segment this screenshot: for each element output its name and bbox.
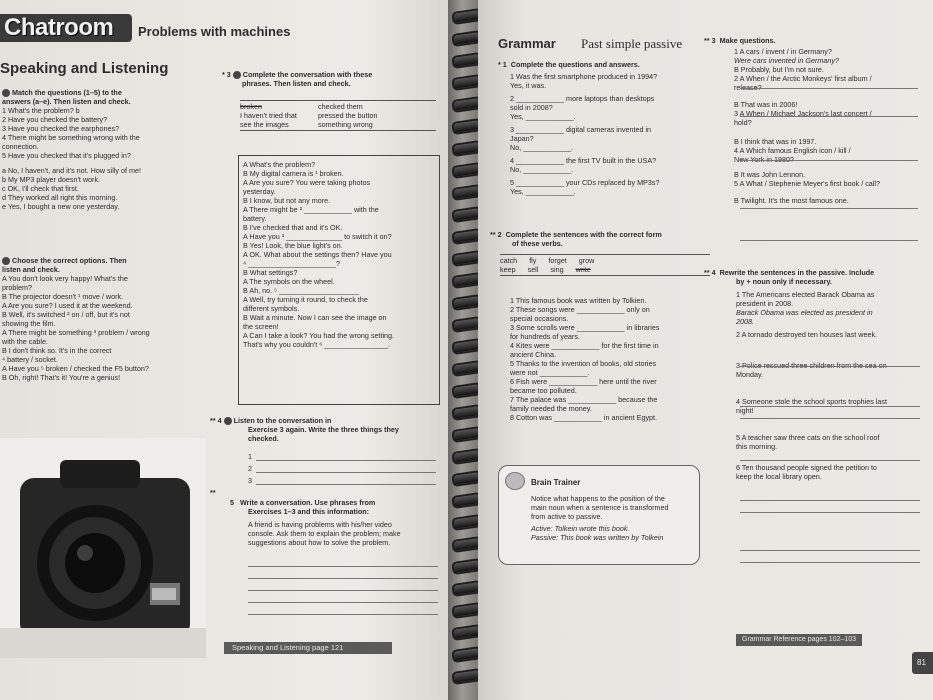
exercise-5-number: 5 bbox=[230, 498, 234, 507]
brain-trainer-passive-example: Passive: This book was written by Tolkein bbox=[531, 533, 664, 542]
dialogue-line: A There might be something ³ problem / wrong bbox=[2, 328, 150, 338]
dialogue-line: 3 A When / Michael Jackson's last concert / bbox=[734, 109, 872, 118]
brain-trainer-title: Brain Trainer bbox=[531, 478, 581, 487]
exercise-4-stars: ** 4 bbox=[210, 416, 222, 425]
dialogue-line: showing the film. bbox=[2, 319, 56, 329]
exercise-1-header-text: Match the questions (1–5) to the bbox=[12, 88, 122, 97]
question-line: Yes, it was. bbox=[510, 81, 547, 90]
grammar-exercise-1-header-text: Complete the questions and answers. bbox=[510, 60, 640, 69]
dialogue-line: yesterday. bbox=[243, 187, 276, 196]
audio-icon bbox=[2, 257, 10, 265]
exercise-1 bbox=[2, 88, 212, 211]
exercise-3-stars: * 3 bbox=[222, 70, 231, 79]
verb: fly bbox=[529, 256, 537, 265]
answer-line[interactable] bbox=[248, 566, 438, 567]
exercise-1-question: 1 What's the problem? b bbox=[2, 106, 80, 116]
verb-box bbox=[500, 254, 710, 276]
exercise-4-header-text: Listen to the conversation in bbox=[233, 416, 332, 425]
dialogue-line: different symbols. bbox=[243, 304, 300, 313]
answer-line[interactable] bbox=[740, 88, 918, 89]
dialogue-line: Were cars invented in Germany? bbox=[734, 56, 839, 65]
dialogue-line: B Wait a minute. Now I can see the image on bbox=[243, 313, 387, 322]
exercise-4-header-line3: checked. bbox=[248, 434, 279, 444]
question-line: 4 ____________ the first TV built in the USA? bbox=[510, 156, 657, 165]
answer-line[interactable] bbox=[740, 160, 918, 161]
exercise-3 bbox=[222, 70, 442, 88]
exercise-3-header-text: Complete the conversation with these bbox=[242, 70, 373, 79]
exercise-3-header-line2: phrases. Then listen and check. bbox=[242, 79, 351, 89]
dialogue-line: 5 A What / Stephenie Meyer's first book / call? bbox=[734, 179, 880, 188]
exercise-5-header bbox=[230, 498, 444, 507]
exercise-1-answer: a No, I haven't, and it's not. How silly of me! bbox=[2, 166, 141, 176]
grammar-subtitle: Past simple passive bbox=[581, 36, 683, 51]
answer-line[interactable] bbox=[256, 472, 436, 473]
exercise-5-header-text: Write a conversation. Use phrases from bbox=[240, 498, 376, 507]
dialogue-line: B I've checked that and it's OK. bbox=[243, 223, 343, 232]
phrase: something wrong bbox=[318, 120, 373, 129]
dialogue-box bbox=[238, 155, 440, 405]
dialogue-line: battery. bbox=[243, 214, 267, 223]
answer-line[interactable] bbox=[256, 460, 436, 461]
dialogue-line: B Yes! Look, the blue light's on. bbox=[243, 241, 343, 250]
grammar-exercise-2 bbox=[490, 230, 714, 248]
dialogue-line: A Well, try turning it round, to check the bbox=[243, 295, 368, 304]
answer-line[interactable] bbox=[740, 550, 920, 551]
exercise-2-header-line2: listen and check. bbox=[2, 265, 60, 275]
answer-line[interactable] bbox=[740, 208, 918, 209]
verb: sell bbox=[527, 265, 539, 274]
sentence-line: 5 A teacher saw three cats on the school roof bbox=[736, 433, 880, 442]
exercise-1-header bbox=[2, 88, 212, 97]
phrase-box bbox=[240, 100, 436, 131]
answer-line[interactable] bbox=[740, 366, 920, 367]
sentence-line: 1 The Americans elected Barack Obama as bbox=[736, 290, 875, 299]
exercise-1-question: 4 There might be something wrong with the bbox=[2, 133, 140, 143]
left-page bbox=[0, 0, 452, 700]
dialogue-line: B Oh, right! That's it! You're a genius! bbox=[2, 373, 121, 383]
dialogue-line: B Well, it's switched ² on / off, but it's not bbox=[2, 310, 130, 320]
answer-line[interactable] bbox=[740, 500, 920, 501]
sentence-line: 6 Fish were ____________ here until the river bbox=[510, 377, 657, 386]
answer-line[interactable] bbox=[248, 578, 438, 579]
sentence-line: ancient China. bbox=[510, 350, 556, 359]
question-line: 1 Was the first smartphone produced in 1994? bbox=[510, 72, 658, 81]
dialogue-line: A The symbols on the wheel. bbox=[243, 277, 335, 286]
dialogue-line: ⁴ ______________________? bbox=[243, 259, 341, 268]
answer-line[interactable] bbox=[740, 406, 920, 407]
verb: keep bbox=[500, 265, 516, 274]
dialogue-line: 1 A cars / invent / in Germany? bbox=[734, 47, 832, 56]
exercise-4-header bbox=[210, 416, 446, 425]
sentence-line: 7 The palace was ____________ because the bbox=[510, 395, 658, 404]
grammar-exercise-4-header-line2: by + noun only if necessary. bbox=[736, 277, 832, 286]
brain-trainer-line: Notice what happens to the position of the bbox=[531, 494, 665, 503]
dialogue-content bbox=[239, 156, 439, 353]
grammar-exercise-2-header-text: Complete the sentences with the correct form bbox=[505, 230, 662, 239]
dialogue-line: B The projector doesn't ¹ move / work. bbox=[2, 292, 124, 302]
dialogue-line: New York in 1980? bbox=[734, 155, 794, 164]
answer-number: 1 bbox=[248, 452, 252, 461]
grammar-exercise-3 bbox=[704, 36, 926, 205]
audio-icon bbox=[2, 89, 10, 97]
grammar-exercise-1-items bbox=[498, 69, 718, 196]
dialogue-line: A Can I take a look? You had the wrong setting. bbox=[243, 331, 395, 340]
sentence-line: this morning. bbox=[736, 442, 778, 451]
dialogue-line: A Are you sure? I used it at the weekend. bbox=[2, 301, 133, 311]
verb-row bbox=[500, 256, 710, 265]
footer-reference: Speaking and Listening page 121 bbox=[224, 642, 392, 654]
sentence-line: 5 Thanks to the invention of books, old stories bbox=[510, 359, 657, 368]
dialogue-line: That's why you couldn't ⁶ ________________. bbox=[243, 340, 391, 349]
sentence-line: president in 2008. bbox=[736, 299, 794, 308]
sentence-line: became too polluted. bbox=[510, 386, 577, 395]
exercise-2-header bbox=[2, 256, 212, 265]
sentence-line: 4 Kites were ____________ for the first time in bbox=[510, 341, 659, 350]
answer-line[interactable] bbox=[248, 614, 438, 615]
grammar-exercise-4 bbox=[704, 268, 928, 481]
dialogue-line: with the cable. bbox=[2, 337, 48, 347]
grammar-exercise-3-header-text: Make questions. bbox=[719, 36, 776, 45]
sentence-line: 2008. bbox=[736, 317, 754, 326]
answer-line[interactable] bbox=[740, 240, 918, 241]
exercise-5-body: suggestions about how to solve the problem. bbox=[248, 538, 391, 547]
dialogue-line: A OK. What about the settings then? Have you bbox=[243, 250, 392, 259]
exercise-4-header-line2: Exercise 3 again. Write the three things they bbox=[248, 425, 399, 435]
phrase: I haven't tried that bbox=[240, 111, 297, 120]
dialogue-line: 4 A Which famous English icon / kill / bbox=[734, 146, 851, 155]
phrase: see the images bbox=[240, 120, 289, 129]
grammar-exercise-2-header-line2: of these verbs. bbox=[512, 239, 563, 248]
phrase: broken bbox=[240, 102, 262, 111]
grammar-exercise-1-header bbox=[498, 60, 718, 69]
verb: sing bbox=[550, 265, 564, 274]
sentence-line: 2 A tornado destroyed ten houses last week. bbox=[736, 330, 878, 339]
chatroom-logo: Chatroom bbox=[0, 14, 132, 42]
answer-line[interactable] bbox=[740, 562, 920, 563]
dialogue-line: ⁴ battery / socket. bbox=[2, 355, 58, 365]
dialogue-line: A Have you ³ ______________ to switch it on? bbox=[243, 232, 392, 241]
brain-trainer-body bbox=[531, 494, 668, 542]
question-line: 2 ____________ more laptops than desktops bbox=[510, 94, 655, 103]
grammar-exercise-4-items bbox=[704, 286, 928, 481]
brain-trainer-line: main noun when a sentence is transformed bbox=[531, 503, 669, 512]
verb: forget bbox=[548, 256, 567, 265]
exercise-1-question: connection. bbox=[2, 142, 39, 152]
dialogue-line: A Have you ⁵ broken / checked the F5 button? bbox=[2, 364, 149, 374]
dialogue-line: B It was John Lennon. bbox=[734, 170, 806, 179]
question-line: No, ____________. bbox=[510, 143, 574, 152]
grammar-exercise-4-stars: ** 4 bbox=[704, 268, 716, 277]
phrase-row bbox=[240, 102, 436, 111]
sentence-line: night! bbox=[736, 406, 754, 415]
exercise-1-question: 5 Have you checked that it's plugged in? bbox=[2, 151, 131, 161]
sentence-line: 3 Some scrolls were ____________ in libraries bbox=[510, 323, 660, 332]
dialogue-line: A What's the problem? bbox=[243, 160, 316, 169]
camera-illustration bbox=[0, 438, 206, 658]
dialogue-line: B I don't think so. It's in the correct bbox=[2, 346, 112, 356]
answer-line[interactable] bbox=[740, 418, 920, 419]
answer-line[interactable] bbox=[256, 484, 436, 485]
answer-number: 2 bbox=[248, 464, 252, 473]
brain-trainer-line: from active to passive. bbox=[531, 512, 603, 521]
question-line: sold in 2008? bbox=[510, 103, 553, 112]
page-number: 81 bbox=[912, 652, 933, 674]
dialogue-line: release? bbox=[734, 83, 762, 92]
grammar-exercise-2-header bbox=[490, 230, 714, 239]
answer-line[interactable] bbox=[740, 512, 920, 513]
verb: write bbox=[575, 265, 591, 274]
question-line: Yes, ____________. bbox=[510, 112, 576, 121]
exercise-2-header-text: Choose the correct options. Then bbox=[12, 256, 127, 265]
exercise-1-question: 3 Have you checked the earphones? bbox=[2, 124, 120, 134]
dialogue-line: 2 A When / the Arctic Monkeys' first album / bbox=[734, 74, 872, 83]
phrase: checked them bbox=[318, 102, 363, 111]
sentence-line: Barack Obama was elected as president in bbox=[736, 308, 873, 317]
dialogue-line: A Are you sure? You were taking photos bbox=[243, 178, 371, 187]
grammar-title: Grammar bbox=[498, 36, 556, 51]
dialogue-line: B Ah, no. ⁵ ____________________ bbox=[243, 286, 360, 295]
exercise-5-body: A friend is having problems with his/her video bbox=[248, 520, 392, 529]
sentence-line: were not ____________. bbox=[510, 368, 590, 377]
exercise-1-question: 2 Have you checked the battery? bbox=[2, 115, 108, 125]
exercise-4 bbox=[210, 416, 446, 443]
sentence-line: for hundreds of years. bbox=[510, 332, 580, 341]
camera-photo bbox=[0, 438, 206, 658]
sentence-line: 6 Ten thousand people signed the petition to bbox=[736, 463, 877, 472]
sentence-line: 4 Someone stole the school sports trophies last bbox=[736, 397, 888, 406]
brain-trainer-active-example: Active: Tolkein wrote this book. bbox=[531, 524, 630, 533]
phrase-row bbox=[240, 111, 436, 120]
question-line: Japan? bbox=[510, 134, 534, 143]
grammar-exercise-1-stars: * 1 bbox=[498, 60, 507, 69]
grammar-exercise-4-header bbox=[704, 268, 928, 277]
exercise-5-body: console. Ask them to explain the problem; make bbox=[248, 529, 401, 538]
sentence-line: family needed the money. bbox=[510, 404, 592, 413]
dialogue-line: B Probably, but I'm not sure. bbox=[734, 65, 824, 74]
dialogue-line: B What settings? bbox=[243, 268, 298, 277]
dialogue-line: the screen! bbox=[243, 322, 279, 331]
exercise-2 bbox=[2, 256, 212, 382]
exercise-5-header-line2: Exercises 1–3 and this information: bbox=[248, 507, 370, 516]
answer-line[interactable] bbox=[740, 116, 918, 117]
grammar-exercise-3-header bbox=[704, 36, 926, 45]
brain-trainer-box bbox=[498, 465, 700, 565]
verb: catch bbox=[500, 256, 518, 265]
question-line: 3 ____________ digital cameras invented in bbox=[510, 125, 652, 134]
verb-row bbox=[500, 265, 710, 274]
dialogue-line: problem? bbox=[2, 283, 32, 293]
grammar-exercise-1 bbox=[498, 60, 718, 196]
grammar-exercise-4-header-text: Rewrite the sentences in the passive. Include bbox=[719, 268, 875, 277]
sentence-line: special occasions. bbox=[510, 314, 569, 323]
unit-title: Problems with machines bbox=[138, 24, 291, 39]
right-page bbox=[478, 0, 933, 700]
answer-line[interactable] bbox=[740, 460, 920, 461]
grammar-exercise-2-stars: ** 2 bbox=[490, 230, 502, 239]
dialogue-line: A There might be ² ____________ with the bbox=[243, 205, 379, 214]
sentence-line: 2 These songs were ____________ only on bbox=[510, 305, 650, 314]
question-line: 5 ____________ your CDs replaced by MP3s? bbox=[510, 178, 660, 187]
footer-reference: Grammar Reference pages 102–103 bbox=[736, 634, 862, 646]
dialogue-line: B My digital camera is ¹ broken. bbox=[243, 169, 344, 178]
sentence-line: 3 Police rescued three children from the sea on bbox=[736, 361, 887, 370]
grammar-exercise-3-stars: ** 3 bbox=[704, 36, 716, 45]
exercise-3-header bbox=[222, 70, 442, 79]
dialogue-line: A You don't look very happy! What's the bbox=[2, 274, 128, 284]
dialogue-line: B I think that was in 1997. bbox=[734, 137, 817, 146]
audio-icon bbox=[224, 417, 232, 425]
exercise-1-answer: c OK, I'll check that first. bbox=[2, 184, 79, 194]
answer-number: 3 bbox=[248, 476, 252, 485]
section-title: Speaking and Listening bbox=[0, 60, 169, 77]
answer-line[interactable] bbox=[248, 590, 438, 591]
brain-icon bbox=[505, 472, 525, 490]
answer-line[interactable] bbox=[248, 602, 438, 603]
sentence-line: Monday. bbox=[736, 370, 764, 379]
exercise-1-answer: e Yes, I bought a new one yesterday. bbox=[2, 202, 120, 212]
dialogue-line: B That was in 2006! bbox=[734, 100, 798, 109]
exercise-5-stars: ** bbox=[210, 488, 216, 497]
exercise-1-answer: d They worked all right this morning. bbox=[2, 193, 118, 203]
dialogue-line: B I know, but not any more. bbox=[243, 196, 331, 205]
question-line: No, ____________. bbox=[510, 165, 574, 174]
phrase: pressed the button bbox=[318, 111, 378, 120]
verb: grow bbox=[578, 256, 595, 265]
exercise-1-header-line2: answers (a–e). Then listen and check. bbox=[2, 97, 131, 107]
question-line: Yes, ____________. bbox=[510, 187, 576, 196]
dialogue-line: B Twilight. It's the most famous one. bbox=[734, 196, 849, 205]
sentence-line: keep the local library open. bbox=[736, 472, 822, 481]
dialogue-line: hold? bbox=[734, 118, 752, 127]
sentence-line: 1 This famous book was written by Tolkien. bbox=[510, 296, 647, 305]
phrase-row bbox=[240, 120, 436, 129]
audio-icon bbox=[233, 71, 241, 79]
grammar-exercise-3-items bbox=[704, 45, 926, 205]
sentence-line: 8 Cotton was ____________ in ancient Egypt. bbox=[510, 413, 658, 422]
grammar-exercise-2-items bbox=[510, 296, 720, 422]
exercise-5 bbox=[230, 498, 444, 547]
exercise-1-answer: b My MP3 player doesn't work. bbox=[2, 175, 101, 185]
